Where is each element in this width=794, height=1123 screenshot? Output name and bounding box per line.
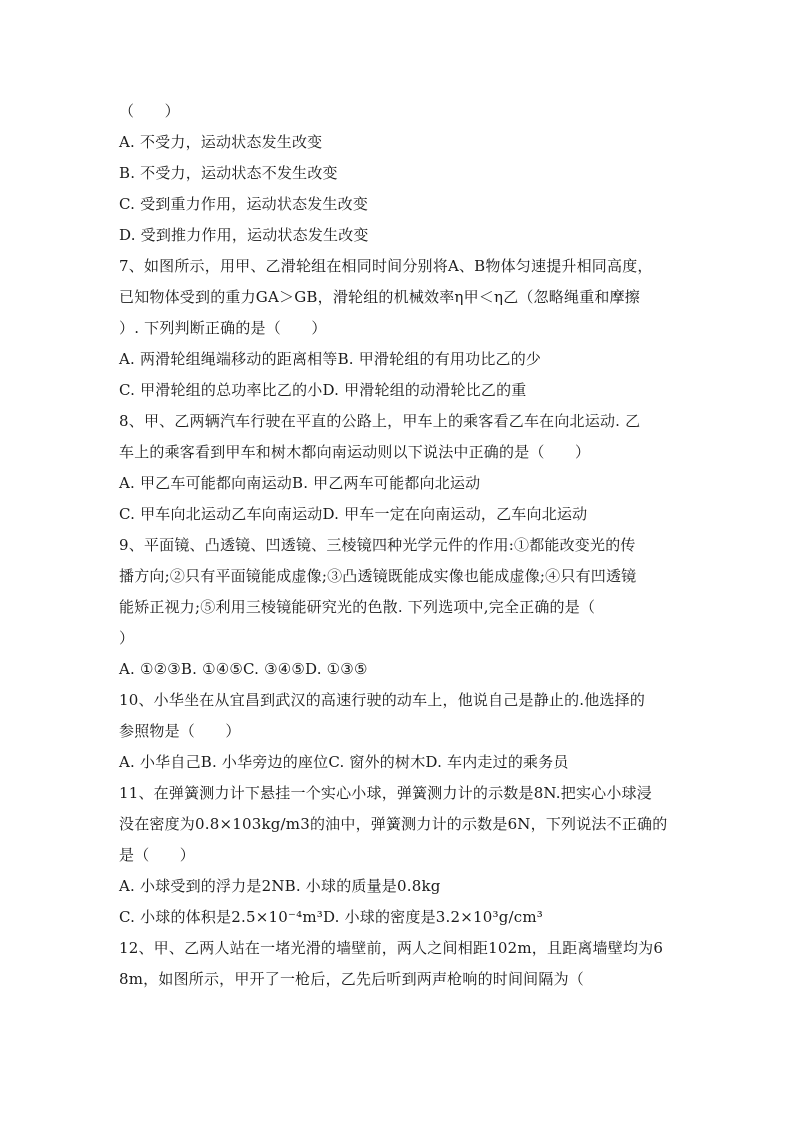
document-body	[119, 96, 679, 995]
q11-options-ab: A. 小球受到的浮力是2NB. 小球的质量是0.8kg	[119, 877, 441, 895]
q11-stem-line-2: 没在密度为0.8×103kg/m3的油中，弹簧测力计的示数是6N，下列说法不正确的	[119, 815, 668, 833]
q9-stem-line-4: ）	[119, 629, 135, 647]
q9-options: A. ①②③B. ①④⑤C. ③④⑤D. ①③⑤	[119, 660, 368, 678]
q7-stem-line-1: 7、如图所示，用甲、乙滑轮组在相同时间分别将A、B物体匀速提升相同高度，	[119, 257, 653, 275]
q9-stem-line-1: 9、平面镜、凸透镜、凹透镜、三棱镜四种光学元件的作用:①都能改变光的传	[119, 536, 636, 554]
q6-option-a: A. 不受力，运动状态发生改变	[119, 133, 323, 151]
q10-stem-line-2: 参照物是（ ）	[119, 722, 241, 740]
q7-options-ab: A. 两滑轮组绳端移动的距离相等B. 甲滑轮组的有用功比乙的少	[119, 350, 542, 368]
q11-stem-line-1: 11、在弹簧测力计下悬挂一个实心小球，弹簧测力计的示数是8N.把实心小球浸	[119, 784, 652, 802]
q10-stem-line-1: 10、小华坐在从宜昌到武汉的高速行驶的动车上，他说自己是静止的.他选择的	[119, 691, 646, 709]
q8-stem-line-2: 车上的乘客看到甲车和树木都向南运动则以下说法中正确的是（ ）	[119, 443, 591, 461]
q8-stem-line-1: 8、甲、乙两辆汽车行驶在平直的公路上，甲车上的乘客看乙车在向北运动. 乙	[119, 412, 641, 430]
q6-option-b: B. 不受力，运动状态不发生改变	[119, 164, 338, 182]
q9-stem-line-3: 能矫正视力;⑤利用三棱镜能研究光的色散. 下列选项中,完全正确的是（	[119, 598, 596, 616]
q11-stem-line-3: 是（ ）	[119, 846, 196, 864]
q7-options-cd: C. 甲滑轮组的总功率比乙的小D. 甲滑轮组的动滑轮比乙的重	[119, 381, 527, 399]
q6-option-c: C. 受到重力作用，运动状态发生改变	[119, 195, 369, 213]
q8-options-ab: A. 甲乙车可能都向南运动B. 甲乙两车可能都向北运动	[119, 474, 481, 492]
q7-stem-line-3: ）. 下列判断正确的是（ ）	[119, 319, 327, 337]
q10-options: A. 小华自己B. 小华旁边的座位C. 窗外的树木D. 车内走过的乘务员	[119, 753, 569, 771]
q8-options-cd: C. 甲车向北运动乙车向南运动D. 甲车一定在向南运动，乙车向北运动	[119, 505, 588, 523]
q9-stem-line-2: 播方向;②只有平面镜能成虚像;③凸透镜既能成实像也能成虚像;④只有凹透镜	[119, 567, 637, 585]
q12-stem-line-2: 8m，如图所示，甲开了一枪后，乙先后听到两声枪响的时间间隔为（	[119, 970, 584, 988]
answer-bracket: （ ）	[119, 102, 180, 120]
q7-stem-line-2: 已知物体受到的重力GA＞GB，滑轮组的机械效率η甲＜η乙（忽略绳重和摩擦	[119, 288, 640, 306]
q12-stem-line-1: 12、甲、乙两人站在一堵光滑的墙壁前，两人之间相距102m，且距离墙壁均为6	[119, 939, 664, 957]
q11-options-cd: C. 小球的体积是2.5×10⁻⁴m³D. 小球的密度是3.2×10³g/cm³	[119, 908, 544, 926]
q6-option-d: D. 受到推力作用，运动状态发生改变	[119, 226, 369, 244]
